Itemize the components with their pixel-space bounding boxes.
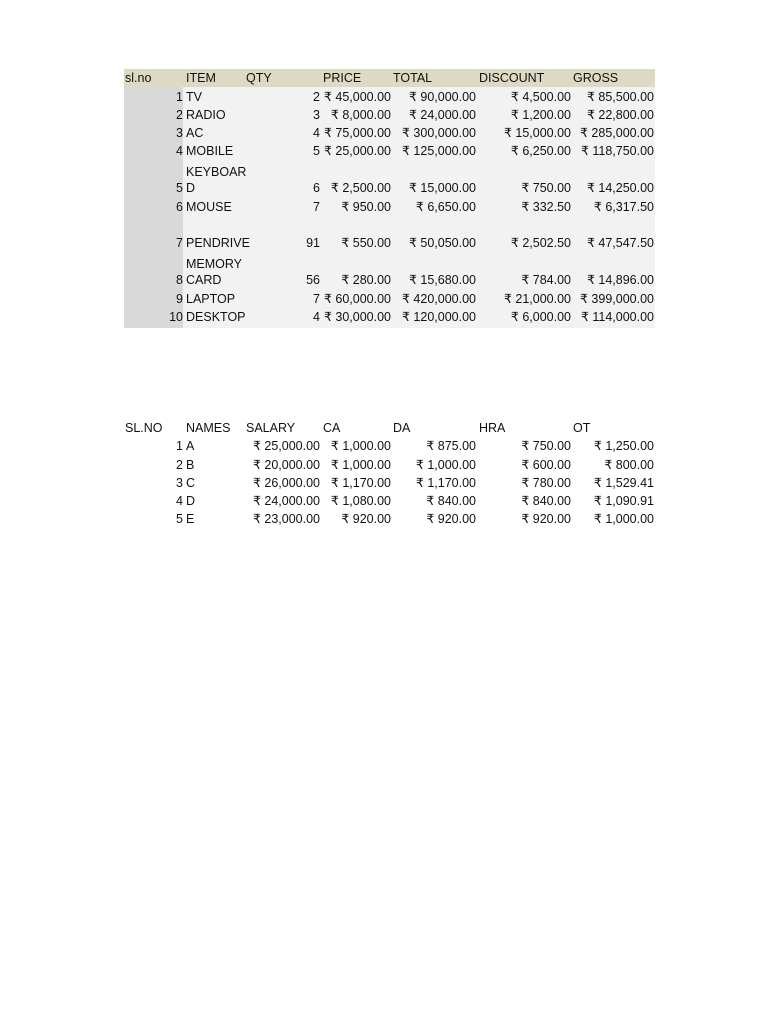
row-price: ₹ 30,000.00 (323, 310, 391, 324)
row-slno: 6 (176, 200, 183, 214)
row2-da: ₹ 920.00 (426, 512, 476, 526)
row-gross: ₹ 399,000.00 (580, 292, 654, 306)
row-discount: ₹ 4,500.00 (510, 90, 571, 104)
header-hra: HRA (479, 421, 506, 435)
row-qty: 7 (313, 292, 320, 306)
row-total: ₹ 24,000.00 (408, 108, 476, 122)
row2-hra: ₹ 750.00 (521, 439, 571, 453)
row-discount: ₹ 1,200.00 (510, 108, 571, 122)
row-total: ₹ 6,650.00 (415, 200, 476, 214)
row-slno: 10 (169, 310, 183, 324)
row-gross: ₹ 118,750.00 (580, 144, 654, 158)
row-item: PENDRIVE (186, 236, 250, 250)
header-ot: OT (573, 421, 591, 435)
row-gross: ₹ 285,000.00 (580, 126, 654, 140)
row-item: MOBILE (186, 144, 234, 158)
row2-ot: ₹ 1,000.00 (593, 512, 654, 526)
row-qty: 5 (313, 144, 320, 158)
row2-ca: ₹ 1,000.00 (330, 458, 391, 472)
row-qty: 6 (313, 181, 320, 195)
row2-ot: ₹ 1,090.91 (593, 494, 654, 508)
row2-salary: ₹ 20,000.00 (252, 458, 320, 472)
row2-ca: ₹ 1,000.00 (330, 439, 391, 453)
row-item-line1: MEMORY (186, 257, 243, 271)
row2-name: C (186, 476, 196, 490)
row2-ot: ₹ 1,250.00 (593, 439, 654, 453)
row-discount: ₹ 2,502.50 (510, 236, 571, 250)
header-price: PRICE (323, 71, 362, 85)
row-gross: ₹ 14,896.00 (586, 273, 654, 287)
row-qty: 56 (306, 273, 320, 287)
row-qty: 3 (313, 108, 320, 122)
row-total: ₹ 125,000.00 (402, 144, 476, 158)
row-item: LAPTOP (186, 292, 236, 306)
row-discount: ₹ 15,000.00 (503, 126, 571, 140)
row-slno: 8 (176, 273, 183, 287)
row2-ot: ₹ 1,529.41 (593, 476, 654, 490)
row-gross: ₹ 85,500.00 (586, 90, 654, 104)
row-discount: ₹ 784.00 (521, 273, 571, 287)
header-salary: SALARY (246, 421, 296, 435)
row2-da: ₹ 1,000.00 (415, 458, 476, 472)
row-discount: ₹ 750.00 (521, 181, 571, 195)
row-slno: 4 (176, 144, 183, 158)
row2-da: ₹ 1,170.00 (415, 476, 476, 490)
row-price: ₹ 280.00 (341, 273, 391, 287)
row2-slno: 4 (176, 494, 183, 508)
header-sl-no: SL.NO (125, 421, 163, 435)
header-gross: GROSS (573, 71, 619, 85)
header-item: ITEM (186, 71, 216, 85)
row-item: CARD (186, 273, 222, 287)
row-item: MOUSE (186, 200, 232, 214)
row2-hra: ₹ 920.00 (521, 512, 571, 526)
row-price: ₹ 75,000.00 (323, 126, 391, 140)
row-gross: ₹ 6,317.50 (593, 200, 654, 214)
row-total: ₹ 15,000.00 (408, 181, 476, 195)
row-price: ₹ 8,000.00 (330, 108, 391, 122)
row-price: ₹ 60,000.00 (323, 292, 391, 306)
row2-hra: ₹ 600.00 (521, 458, 571, 472)
row2-da: ₹ 875.00 (426, 439, 476, 453)
row-price: ₹ 550.00 (341, 236, 391, 250)
row-price: ₹ 45,000.00 (323, 90, 391, 104)
row2-slno: 5 (176, 512, 183, 526)
row2-ca: ₹ 1,170.00 (330, 476, 391, 490)
header-ca: CA (323, 421, 341, 435)
row-discount: ₹ 6,000.00 (510, 310, 571, 324)
row-total: ₹ 420,000.00 (402, 292, 476, 306)
row-total: ₹ 300,000.00 (402, 126, 476, 140)
row-slno: 1 (176, 90, 183, 104)
row-qty: 7 (313, 200, 320, 214)
header-qty: QTY (246, 71, 272, 85)
row-price: ₹ 25,000.00 (323, 144, 391, 158)
row2-slno: 2 (176, 458, 183, 472)
row2-slno: 1 (176, 439, 183, 453)
row-gross: ₹ 47,547.50 (586, 236, 654, 250)
row-item: TV (186, 90, 202, 104)
row2-salary: ₹ 24,000.00 (252, 494, 320, 508)
row2-name: B (186, 458, 195, 472)
row-qty: 91 (306, 236, 320, 250)
row-price: ₹ 950.00 (341, 200, 391, 214)
row-gross: ₹ 114,000.00 (580, 310, 654, 324)
row2-name: A (186, 439, 195, 453)
header-slno: sl.no (125, 71, 152, 85)
row-discount: ₹ 21,000.00 (503, 292, 571, 306)
row-qty: 4 (313, 310, 320, 324)
row2-salary: ₹ 26,000.00 (252, 476, 320, 490)
row-gross: ₹ 22,800.00 (586, 108, 654, 122)
row-item-line1: KEYBOAR (186, 165, 247, 179)
row-slno: 5 (176, 181, 183, 195)
row2-salary: ₹ 25,000.00 (252, 439, 320, 453)
row2-slno: 3 (176, 476, 183, 490)
row2-ot: ₹ 800.00 (604, 458, 654, 472)
row-total: ₹ 120,000.00 (402, 310, 476, 324)
row-item: RADIO (186, 108, 226, 122)
row-slno: 3 (176, 126, 183, 140)
row2-hra: ₹ 780.00 (521, 476, 571, 490)
row-qty: 4 (313, 126, 320, 140)
row-qty: 2 (313, 90, 320, 104)
row-item: D (186, 181, 196, 195)
row-total: ₹ 15,680.00 (408, 273, 476, 287)
row-total: ₹ 90,000.00 (408, 90, 476, 104)
row2-name: E (186, 512, 195, 526)
row2-name: D (186, 494, 196, 508)
row-item: DESKTOP (186, 310, 246, 324)
row2-da: ₹ 840.00 (426, 494, 476, 508)
row2-salary: ₹ 23,000.00 (252, 512, 320, 526)
row2-ca: ₹ 920.00 (341, 512, 391, 526)
row-price: ₹ 2,500.00 (330, 181, 391, 195)
row-item: AC (186, 126, 204, 140)
header-total: TOTAL (393, 71, 433, 85)
header-names: NAMES (186, 421, 231, 435)
row-slno: 9 (176, 292, 183, 306)
row-gross: ₹ 14,250.00 (586, 181, 654, 195)
row2-ca: ₹ 1,080.00 (330, 494, 391, 508)
row-slno: 2 (176, 108, 183, 122)
row-discount: ₹ 6,250.00 (510, 144, 571, 158)
header-da: DA (393, 421, 411, 435)
row-slno: 7 (176, 236, 183, 250)
row-total: ₹ 50,050.00 (408, 236, 476, 250)
row2-hra: ₹ 840.00 (521, 494, 571, 508)
row-discount: ₹ 332.50 (521, 200, 571, 214)
header-discount: DISCOUNT (479, 71, 545, 85)
